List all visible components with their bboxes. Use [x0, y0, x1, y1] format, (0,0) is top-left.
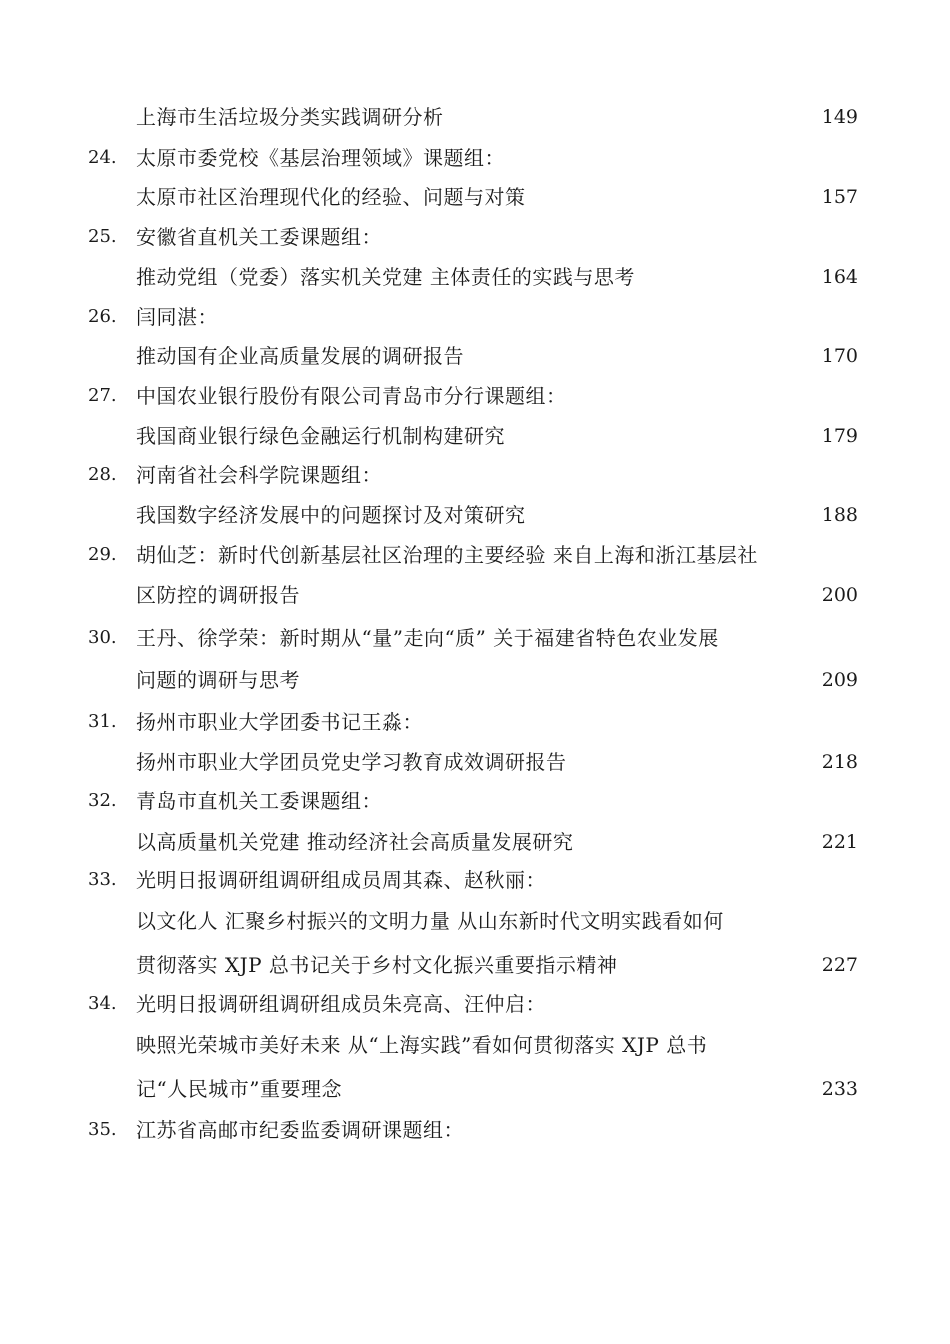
- toc-entry-page-number: 209: [821, 669, 858, 691]
- toc-entry-number: 32.: [88, 790, 117, 811]
- toc-entry-number: 30.: [88, 627, 117, 648]
- toc-entry-number: 29.: [88, 544, 117, 565]
- toc-entry-page-number: 170: [821, 345, 858, 367]
- toc-entry-number: 27.: [88, 385, 117, 406]
- toc-entry-page-number: 200: [821, 584, 858, 606]
- toc-entry-text: 王丹、徐学荣：新时期从“量”走向“质” 关于福建省特色农业发展: [136, 626, 719, 650]
- toc-entry-page-number: 233: [821, 1078, 858, 1100]
- toc-entry-page-number: 227: [821, 954, 858, 976]
- toc-entry-number: 25.: [88, 226, 117, 247]
- toc-entry-text: 太原市委党校《基层治理领域》课题组：: [136, 146, 505, 170]
- toc-entry-page-number: 179: [821, 425, 858, 447]
- toc-entry-page-number: 164: [821, 266, 858, 288]
- toc-entry-text: 扬州市职业大学团员党史学习教育成效调研报告: [136, 750, 567, 774]
- toc-entry-text: 江苏省高邮市纪委监委调研课题组：: [136, 1118, 464, 1142]
- toc-entry-page-number: 157: [821, 186, 858, 208]
- toc-entry-page-number: 188: [821, 504, 858, 526]
- toc-entry-text: 区防控的调研报告: [136, 583, 300, 607]
- toc-entry-text: 扬州市职业大学团委书记王淼：: [136, 710, 423, 734]
- toc-entry-text: 我国数字经济发展中的问题探讨及对策研究: [136, 503, 526, 527]
- toc-entry-text: 贯彻落实 XJP 总书记关于乡村文化振兴重要指示精神: [136, 953, 618, 977]
- toc-entry-text: 中国农业银行股份有限公司青岛市分行课题组：: [136, 384, 567, 408]
- toc-entry-page-number: 218: [821, 751, 858, 773]
- toc-entry-text: 安徽省直机关工委课题组：: [136, 225, 382, 249]
- toc-entry-text: 以高质量机关党建 推动经济社会高质量发展研究: [136, 830, 574, 854]
- toc-entry-text: 推动国有企业高质量发展的调研报告: [136, 344, 464, 368]
- toc-entry-page-number: 221: [821, 831, 858, 853]
- toc-entry-number: 33.: [88, 869, 117, 890]
- toc-entry-text: 我国商业银行绿色金融运行机制构建研究: [136, 424, 505, 448]
- toc-entry-number: 24.: [88, 147, 117, 168]
- toc-entry-text: 问题的调研与思考: [136, 668, 300, 692]
- toc-entry-text: 以文化人 汇聚乡村振兴的文明力量 从山东新时代文明实践看如何: [136, 909, 724, 933]
- toc-entry-number: 31.: [88, 711, 117, 732]
- toc-entry-number: 34.: [88, 993, 117, 1014]
- toc-entry-text: 上海市生活垃圾分类实践调研分析: [136, 105, 444, 129]
- toc-entry-text: 胡仙芝：新时代创新基层社区治理的主要经验 来自上海和浙江基层社: [136, 543, 758, 567]
- toc-entry-number: 35.: [88, 1119, 117, 1140]
- toc-entry-text: 太原市社区治理现代化的经验、问题与对策: [136, 185, 526, 209]
- toc-entry-text: 闫同湛：: [136, 305, 218, 329]
- toc-entry-text: 推动党组（党委）落实机关党建 主体责任的实践与思考: [136, 265, 635, 289]
- toc-entry-number: 28.: [88, 464, 117, 485]
- toc-entry-text: 映照光荣城市美好未来 从“上海实践”看如何贯彻落实 XJP 总书: [136, 1033, 708, 1057]
- toc-entry-text: 记“人民城市”重要理念: [136, 1077, 342, 1101]
- toc-entry-page-number: 149: [821, 106, 858, 128]
- toc-entry-text: 光明日报调研组调研组成员周其森、赵秋丽：: [136, 868, 546, 892]
- toc-entry-text: 青岛市直机关工委课题组：: [136, 789, 382, 813]
- toc-entry-number: 26.: [88, 306, 117, 327]
- toc-entry-text: 光明日报调研组调研组成员朱亮高、汪仲启：: [136, 992, 546, 1016]
- toc-entry-text: 河南省社会科学院课题组：: [136, 463, 382, 487]
